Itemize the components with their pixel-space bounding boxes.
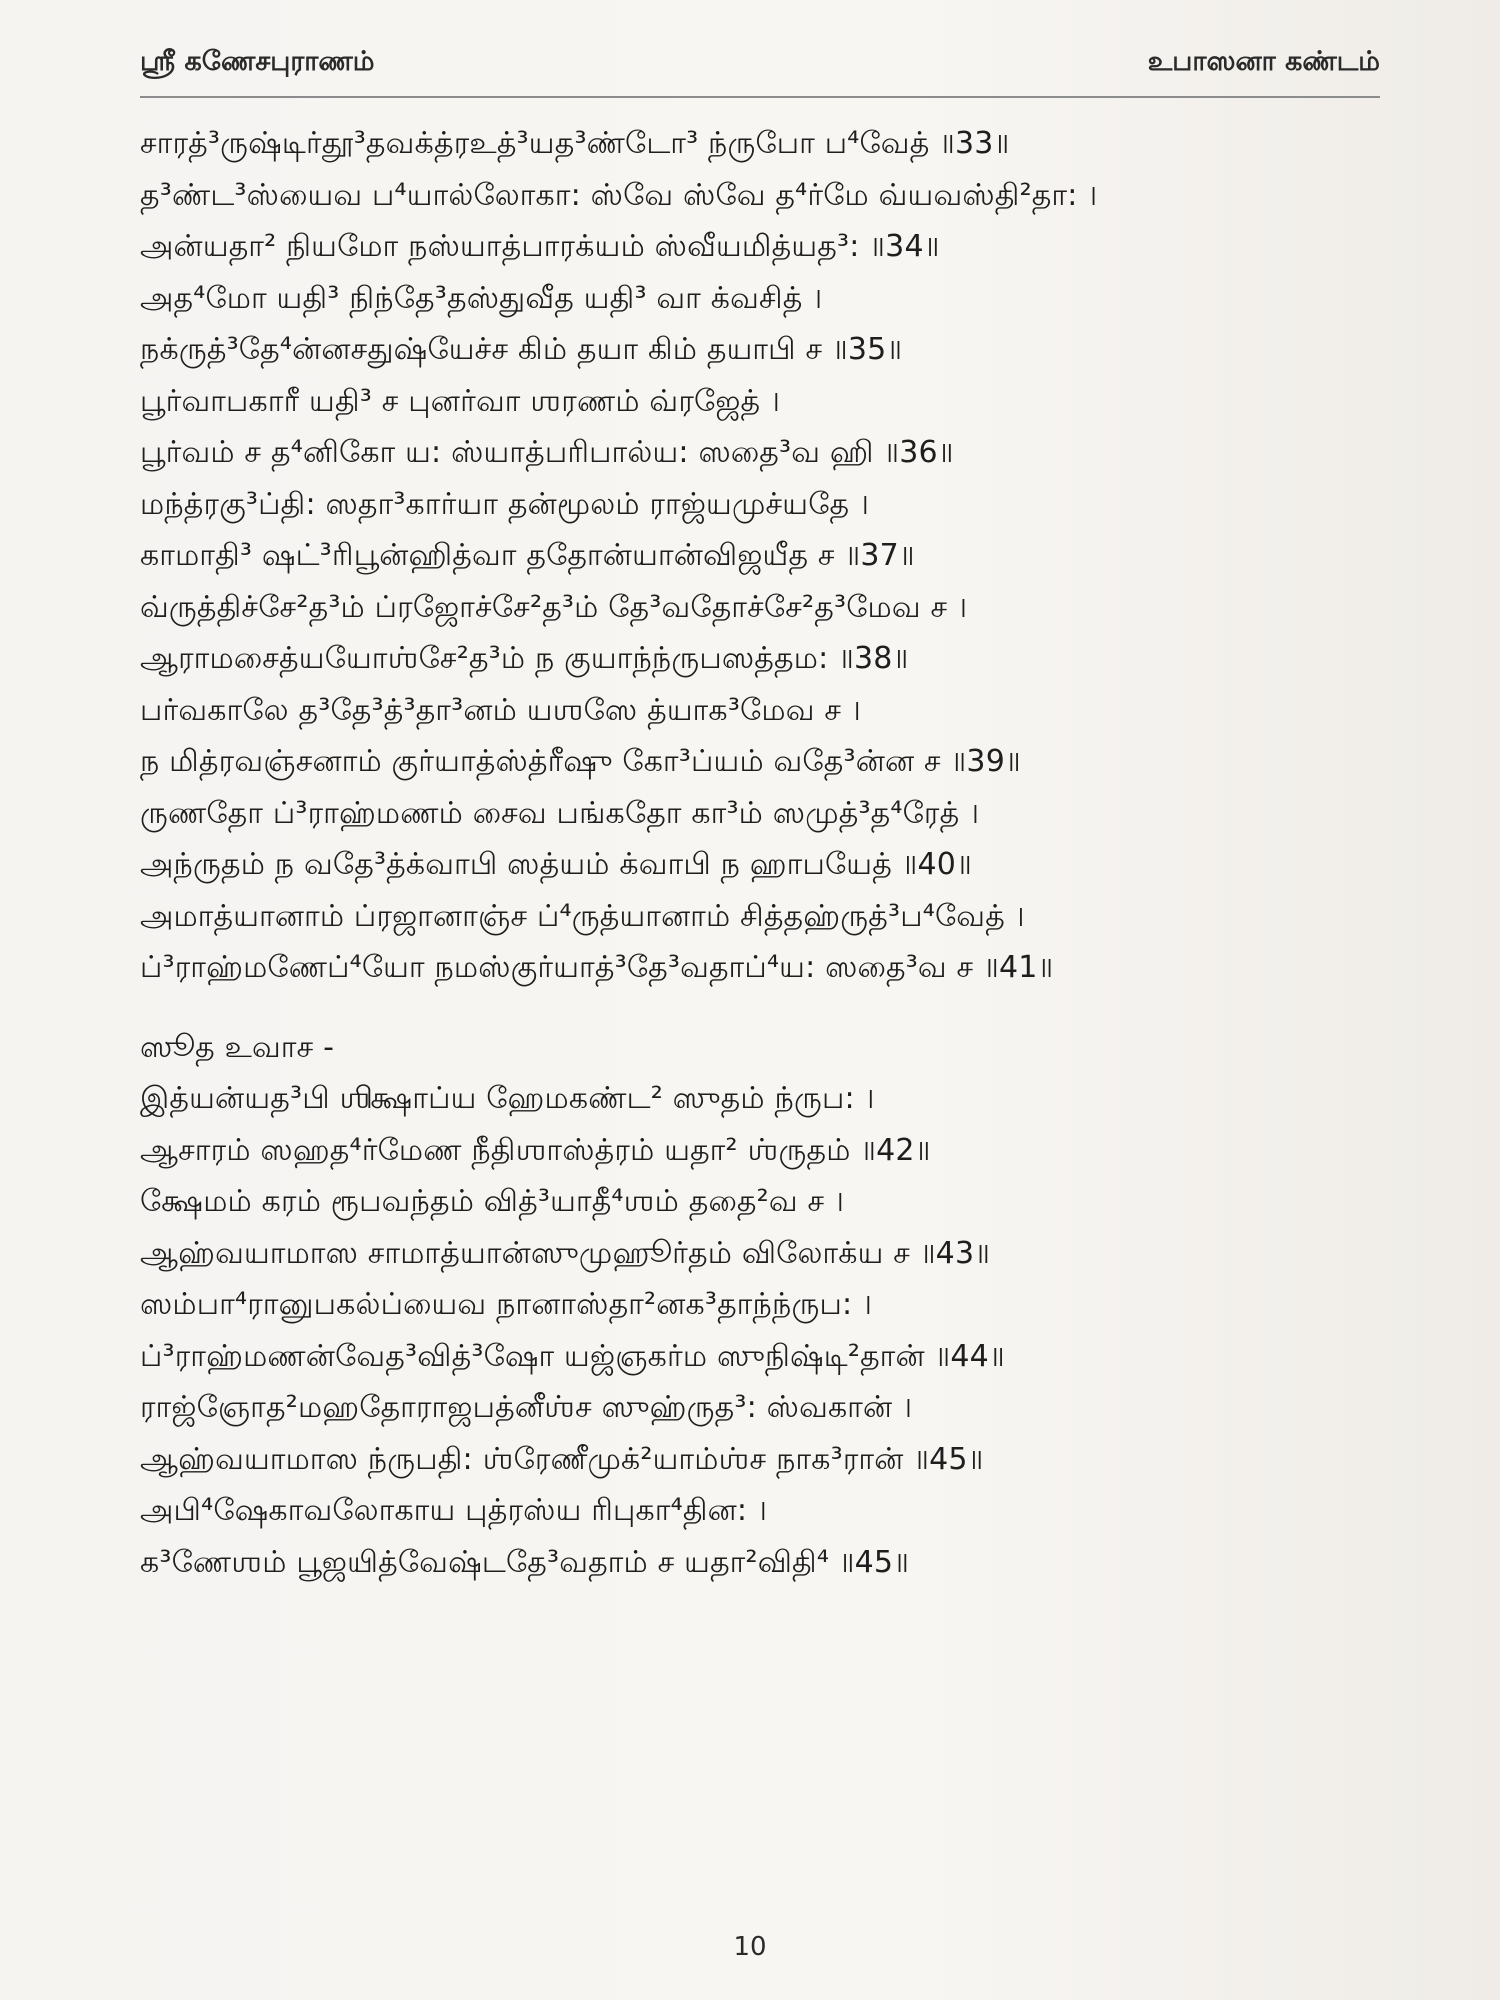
verse-line: ராஜ்ஞோத²மஹதோராஜபத்னீஶ்ச ஸுஹ்ருத³꞉ ஸ்வகான் । [140, 1390, 913, 1425]
verse-text-block [140, 118, 1380, 1588]
page-number: 10 [733, 1932, 767, 1962]
verse-line: அபி⁴ஷேகாவலோகாய புத்ரஸ்ய ரிபுகா⁴தின꞉ । [140, 1493, 768, 1528]
verse-line: நக்ருத்³தே⁴ன்னசதுஷ்யேச்ச கிம் தயா கிம் தயாபி ச ॥35॥ [140, 332, 903, 367]
speaker-heading: ஸூத உவாச - [140, 1029, 335, 1065]
header-book-title: ஸ்ரீ கணேசபுராணம் [140, 46, 375, 77]
verse-line: ந மித்ரவஞ்சனாம் குர்யாத்ஸ்த்ரீஷு கோ³ப்யம் வதே³ன்ன ச ॥39॥ [140, 744, 1021, 779]
verse-line: பூர்வம் ச த⁴னிகோ ய꞉ ஸ்யாத்பரிபால்ய꞉ ஸதை³வ ஹி ॥36॥ [140, 435, 954, 470]
verse-line: மந்த்ரகு³ப்தி꞉ ஸதா³கார்யா தன்மூலம் ராஜ்யமுச்யதே । [140, 486, 870, 522]
verse-line: அந்ருதம் ந வதே³த்க்வாபி ஸத்யம் க்வாபி ந ஹாபயேத் ॥40॥ [140, 847, 972, 882]
verse-line: ஆஹ்வயாமாஸ ந்ருபதி꞉ ஶ்ரேணீமுக்²யாம்ஶ்ச நாக³ரான் ॥45॥ [140, 1441, 984, 1477]
verse-line: ஆராமசைத்யயோஶ்சே²த³ம் ந குயாந்ந்ருபஸத்தம꞉ ॥38॥ [140, 641, 909, 676]
verse-line: காமாதி³ ஷட்³ரிபூன்ஹித்வா ததோன்யான்விஜயீத ச ॥37॥ [140, 538, 915, 573]
verse-line: ப்³ராஹ்மணேப்⁴யோ நமஸ்குர்யாத்³தே³வதாப்⁴ய꞉ ஸதை³வ ச ॥41॥ [140, 950, 1054, 985]
verse-line: ஆஹ்வயாமாஸ சாமாத்யான்ஸுமுஹூர்தம் விலோக்ய ச ॥43॥ [140, 1235, 991, 1271]
running-header [140, 40, 1380, 98]
verse-line: பூர்வாபகாரீ யதி³ ச புனர்வா ஶரணம் வ்ரஜேத் । [140, 383, 781, 419]
verse-line: சாரத்³ருஷ்டிர்தூ³தவக்த்ரஉத்³யத³ண்டோ³ ந்ருபோ ப⁴வேத் ॥33॥ [140, 126, 1010, 161]
verse-line: க³ணேஶம் பூஜயித்வேஷ்டதே³வதாம் ச யதா²விதி⁴ ॥45॥ [140, 1544, 910, 1580]
verse-line: பர்வகாலே த³தே³த்³தா³னம் யஶஸே த்யாக³மேவ ச । [140, 692, 861, 728]
verse-line: அமாத்யானாம் ப்ரஜானாஞ்ச ப்⁴ருத்யானாம் சித்தஹ்ருத்³ப⁴வேத் । [140, 898, 1025, 934]
verse-line: இத்யன்யத³பி ஶிக்ஷாப்ய ஹேமகண்ட² ஸுதம் ந்ருப꞉ । [140, 1081, 875, 1116]
verse-line: அத⁴மோ யதி³ நிந்தே³தஸ்துவீத யதி³ வா க்வசித் । [140, 280, 823, 316]
verse-line: த³ண்ட³ஸ்யைவ ப⁴யால்லோகா꞉ ஸ்வே ஸ்வே த⁴ர்மே வ்யவஸ்தி²தா꞉ । [140, 177, 1098, 213]
verse-line: ப்³ராஹ்மணன்வேத³வித்³ஷோ யஜ்ஞகர்ம ஸுநிஷ்டி²தான் ॥44॥ [140, 1338, 1005, 1374]
verse-line: அன்யதா² நியமோ நஸ்யாத்பாரக்யம் ஸ்வீயமித்யத³꞉ ॥34॥ [140, 229, 940, 264]
verse-line: வ்ருத்திச்சே²த³ம் ப்ரஜோச்சே²த³ம் தே³வதோச்சே²த³மேவ ச । [140, 589, 968, 625]
verse-line: ஸம்பா⁴ரானுபகல்ப்யைவ நானாஸ்தா²னக³தாந்ந்ருப꞉ । [140, 1287, 873, 1322]
header-section-title: உபாஸனா கண்டம் [1147, 46, 1380, 77]
verse-line: ருணதோ ப்³ராஹ்மணம் சைவ பங்கதோ கா³ம் ஸமுத்³த⁴ரேத் । [140, 795, 980, 831]
verse-line: ஆசாரம் ஸஹத⁴ர்மேண நீதிஶாஸ்த்ரம் யதா² ஶ்ருதம் ॥42॥ [140, 1132, 931, 1168]
verse-line: க்ஷேமம் கரம் ரூபவந்தம் வித்³யாதீ⁴ஶம் ததை²வ ச । [140, 1184, 845, 1219]
